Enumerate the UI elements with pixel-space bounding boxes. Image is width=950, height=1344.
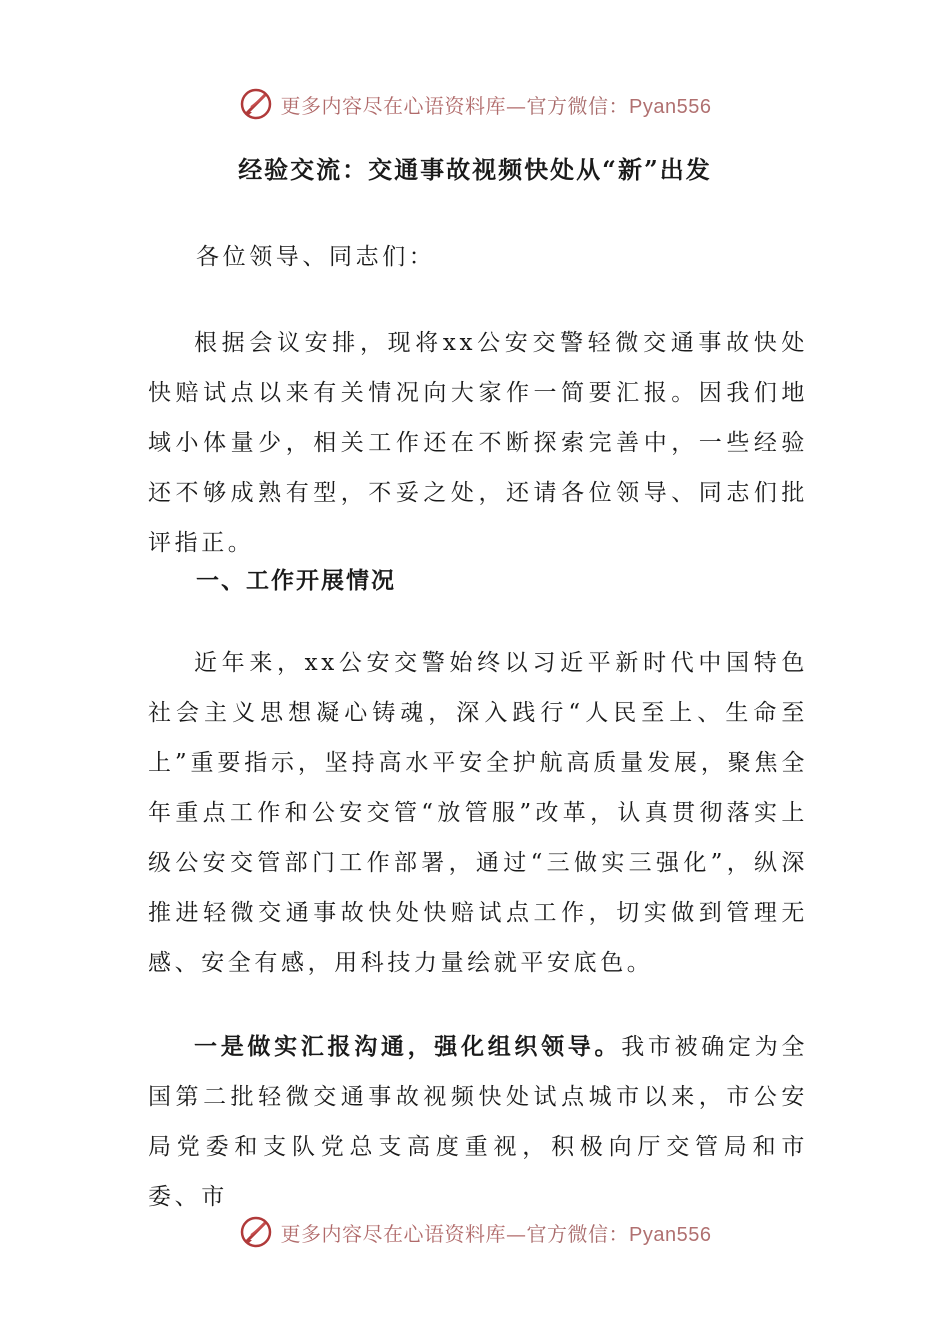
intro-paragraph: 根据会议安排，现将xx公安交警轻微交通事故快处快赔试点以来有关情况向大家作一简要汇报。因我们地域小体量少，相关工作还在不断探索完善中，一些经验还不够成熟有型，不妥之处，还请各位领导、同志们批评指正。: [148, 330, 808, 556]
quill-logo-icon: [239, 1215, 273, 1249]
watermark-text: [281, 1218, 712, 1247]
watermark-wechat-label: 官方微信：: [526, 93, 630, 118]
watermark-text: [281, 90, 712, 119]
watermark-banner-top: [0, 84, 950, 124]
section-heading-1: 一、工作开展情况: [196, 567, 396, 594]
quill-logo-icon: [239, 87, 273, 121]
watermark-wechat-id: Pyan556: [629, 95, 712, 118]
point1-lead: 一是做实汇报沟通，强化组织领导。: [194, 1033, 622, 1060]
watermark-main: 更多内容尽在心语资料库—: [280, 1221, 527, 1246]
document-title: 经验交流：交通事故视频快处从“新”出发: [238, 155, 712, 184]
watermark-banner-bottom: [0, 1212, 950, 1252]
point1-body: 我市被确定为全国第二批轻微交通事故视频快处试点城市以来，市公安局党委和支队党总支高度重视，积极向厅交管局和市委、市: [148, 1034, 808, 1210]
watermark-wechat-label: 官方微信：: [526, 1221, 630, 1246]
point1-paragraph: [148, 1022, 808, 1222]
section1-paragraph: 近年来，xx公安交警始终以习近平新时代中国特色社会主义思想凝心铸魂，深入践行“人民至上、生命至上”重要指示，坚持高水平安全护航高质量发展，聚焦全年重点工作和公安交管“放管服”改革，认真贯彻落实上级公安交管部门工作部署，通过“三做实三强化”，纵深推进轻微交通事故快处快赔试点工作，切实做到管理无感、安全有感，用科技力量绘就平安底色。: [148, 650, 808, 976]
watermark-wechat-id: Pyan556: [629, 1223, 712, 1246]
watermark-main: 更多内容尽在心语资料库—: [280, 93, 527, 118]
salutation: 各位领导、同志们：: [196, 244, 436, 270]
